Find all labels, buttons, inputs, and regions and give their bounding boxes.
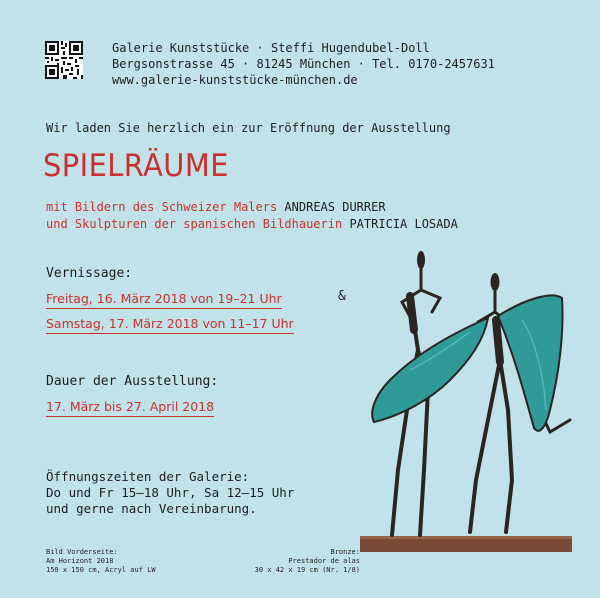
duration-label: Dauer der Ausstellung: (46, 374, 219, 389)
vernissage-label: Vernissage: (46, 266, 133, 281)
opening-hours-times: Do und Fr 15–18 Uhr, Sa 12–15 Uhr (46, 485, 295, 500)
gallery-header (112, 40, 495, 88)
exhibition-title: SPIELRÄUME (43, 148, 229, 184)
gallery-address: Bergsonstrasse 45 · 81245 München · Tel. 0170-2457631 (112, 57, 495, 71)
sculptor-name: PATRICIA LOSADA (349, 217, 458, 231)
opening-hours-title: Öffnungszeiten der Galerie: (46, 469, 250, 484)
sculpture-image (350, 240, 590, 585)
painter-name: ANDREAS DURRER (284, 200, 386, 214)
caption-painting-details: 150 x 150 cm, Acryl auf LW (46, 566, 156, 574)
caption-sculpture (230, 548, 360, 575)
caption-painting (46, 548, 156, 575)
duration-dates: 17. März bis 27. April 2018 (46, 399, 214, 417)
exhibition-subtitle (46, 199, 458, 233)
vernissage-date-1: Freitag, 16. März 2018 von 19–21 Uhr (46, 291, 282, 309)
opening-hours-note: und gerne nach Vereinbarung. (46, 501, 257, 516)
vernissage-date-2: Samstag, 17. März 2018 von 11–17 Uhr (46, 316, 294, 334)
sculpture-wing-left (372, 318, 488, 422)
caption-sculpture-label: Bronze: (330, 548, 360, 556)
gallery-website[interactable]: www.galerie-kunststücke-münchen.de (112, 73, 358, 87)
subtitle-line2-prefix: und Skulpturen der spanischen Bildhauerin (46, 217, 343, 231)
caption-painting-label: Bild Vorderseite: (46, 548, 118, 556)
sculpture-base (360, 538, 572, 552)
ampersand: & (338, 289, 346, 304)
subtitle-line1-prefix: mit Bildern des Schweizer Malers (46, 200, 278, 214)
invitation-text: Wir laden Sie herzlich ein zur Eröffnung der Ausstellung (46, 121, 451, 135)
gallery-name: Galerie Kunststücke · Steffi Hugendubel-Doll (112, 41, 430, 55)
opening-hours (46, 469, 294, 517)
caption-sculpture-title: Prestador de alas (288, 557, 360, 565)
qr-code-icon (45, 41, 83, 79)
caption-painting-title: Am Horizont 2018 (46, 557, 114, 565)
caption-sculpture-details: 30 x 42 x 19 cm (Nr. 1/8) (254, 566, 360, 574)
